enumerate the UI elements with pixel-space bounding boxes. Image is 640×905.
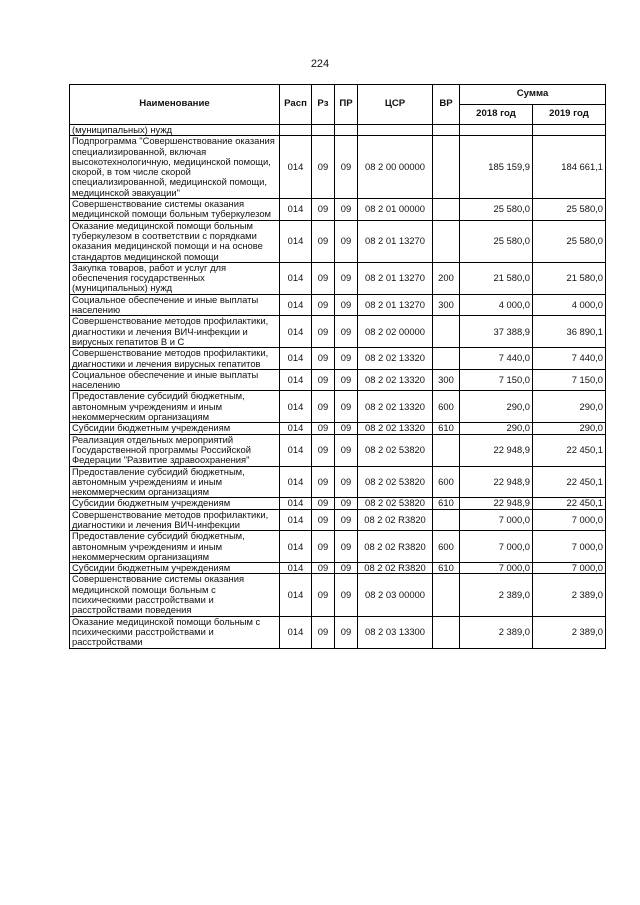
cell-rz: 09 xyxy=(312,563,335,574)
table-row xyxy=(70,136,606,199)
cell-rasp: 014 xyxy=(280,574,312,616)
header-csr: ЦСР xyxy=(358,85,433,125)
cell-pr: 09 xyxy=(335,563,358,574)
cell-v2018 xyxy=(460,125,533,136)
header-rasp: Расп xyxy=(280,85,312,125)
cell-vr: 300 xyxy=(433,369,460,391)
page-number: 224 xyxy=(310,58,330,70)
cell-pr: 09 xyxy=(335,199,358,221)
cell-v2018: 7 000,0 xyxy=(460,531,533,563)
cell-name: Субсидии бюджетным учреждениям xyxy=(70,423,280,434)
cell-name: Социальное обеспечение и иные выплаты населению xyxy=(70,294,280,316)
cell-pr: 09 xyxy=(335,498,358,509)
cell-rasp: 014 xyxy=(280,423,312,434)
header-vr: ВР xyxy=(433,85,460,125)
cell-name: Предоставление субсидий бюджетным, автономным учреждениям и иным некоммерческим организациям xyxy=(70,531,280,563)
cell-csr: 08 2 03 00000 xyxy=(358,574,433,616)
cell-pr: 09 xyxy=(335,262,358,294)
table-row xyxy=(70,434,606,466)
cell-v2019: 25 580,0 xyxy=(533,199,606,221)
cell-v2018: 37 388,9 xyxy=(460,316,533,348)
budget-table xyxy=(69,84,606,649)
cell-name: Совершенствование методов профилактики, диагностики и лечения вирусных гепатитов xyxy=(70,348,280,370)
table-row xyxy=(70,348,606,370)
cell-rz: 09 xyxy=(312,616,335,648)
table-row xyxy=(70,316,606,348)
cell-rasp: 014 xyxy=(280,616,312,648)
cell-rz: 09 xyxy=(312,369,335,391)
cell-v2019: 7 150,0 xyxy=(533,369,606,391)
cell-vr: 610 xyxy=(433,563,460,574)
cell-csr: 08 2 01 13270 xyxy=(358,262,433,294)
cell-rasp: 014 xyxy=(280,348,312,370)
cell-pr: 09 xyxy=(335,294,358,316)
cell-name: Субсидии бюджетным учреждениям xyxy=(70,498,280,509)
table-row xyxy=(70,574,606,616)
table-row xyxy=(70,509,606,531)
cell-name: Субсидии бюджетным учреждениям xyxy=(70,563,280,574)
table-row xyxy=(70,616,606,648)
table-row xyxy=(70,391,606,423)
cell-pr: 09 xyxy=(335,616,358,648)
cell-v2019: 184 661,1 xyxy=(533,136,606,199)
cell-vr: 200 xyxy=(433,262,460,294)
cell-rasp: 014 xyxy=(280,434,312,466)
cell-pr: 09 xyxy=(335,434,358,466)
cell-vr: 610 xyxy=(433,423,460,434)
cell-rz: 09 xyxy=(312,466,335,498)
cell-vr: 300 xyxy=(433,294,460,316)
cell-v2019: 7 440,0 xyxy=(533,348,606,370)
cell-csr: 08 2 01 00000 xyxy=(358,199,433,221)
cell-rz: 09 xyxy=(312,574,335,616)
cell-rz xyxy=(312,125,335,136)
cell-vr xyxy=(433,125,460,136)
cell-csr: 08 2 02 R3820 xyxy=(358,563,433,574)
cell-vr: 600 xyxy=(433,531,460,563)
cell-name: Оказание медицинской помощи больным туберкулезом в соответствии с порядками оказания медицинской помощи и на основе стандартов медицинской помощи xyxy=(70,220,280,262)
cell-csr: 08 2 01 13270 xyxy=(358,220,433,262)
header-name: Наименование xyxy=(70,85,280,125)
cell-v2019: 290,0 xyxy=(533,391,606,423)
table-row xyxy=(70,199,606,221)
cell-v2019: 7 000,0 xyxy=(533,509,606,531)
cell-csr: 08 2 02 13320 xyxy=(358,423,433,434)
cell-pr: 09 xyxy=(335,136,358,199)
cell-csr: 08 2 02 00000 xyxy=(358,316,433,348)
cell-csr xyxy=(358,125,433,136)
cell-csr: 08 2 02 53820 xyxy=(358,498,433,509)
cell-v2019: 2 389,0 xyxy=(533,574,606,616)
cell-rasp: 014 xyxy=(280,369,312,391)
cell-vr: 600 xyxy=(433,466,460,498)
cell-rasp: 014 xyxy=(280,294,312,316)
cell-pr: 09 xyxy=(335,220,358,262)
table-row xyxy=(70,423,606,434)
cell-rz: 09 xyxy=(312,316,335,348)
cell-v2018: 22 948,9 xyxy=(460,466,533,498)
cell-rz: 09 xyxy=(312,434,335,466)
cell-v2018: 2 389,0 xyxy=(460,574,533,616)
cell-rz: 09 xyxy=(312,348,335,370)
cell-v2018: 7 150,0 xyxy=(460,369,533,391)
cell-pr xyxy=(335,125,358,136)
cell-v2019: 7 000,0 xyxy=(533,531,606,563)
cell-pr: 09 xyxy=(335,509,358,531)
cell-v2019: 290,0 xyxy=(533,423,606,434)
cell-rasp: 014 xyxy=(280,563,312,574)
cell-vr: 600 xyxy=(433,391,460,423)
cell-rz: 09 xyxy=(312,391,335,423)
cell-v2018: 2 389,0 xyxy=(460,616,533,648)
cell-pr: 09 xyxy=(335,423,358,434)
cell-vr xyxy=(433,348,460,370)
table-row xyxy=(70,262,606,294)
cell-v2019: 7 000,0 xyxy=(533,563,606,574)
cell-rz: 09 xyxy=(312,262,335,294)
cell-csr: 08 2 00 00000 xyxy=(358,136,433,199)
cell-pr: 09 xyxy=(335,466,358,498)
table-row xyxy=(70,498,606,509)
cell-v2019: 22 450,1 xyxy=(533,466,606,498)
cell-v2019: 25 580,0 xyxy=(533,220,606,262)
cell-rz: 09 xyxy=(312,199,335,221)
cell-vr xyxy=(433,434,460,466)
cell-name: (муниципальных) нужд xyxy=(70,125,280,136)
cell-rasp xyxy=(280,125,312,136)
cell-v2018: 290,0 xyxy=(460,391,533,423)
cell-rasp: 014 xyxy=(280,466,312,498)
cell-rasp: 014 xyxy=(280,262,312,294)
header-pr: ПР xyxy=(335,85,358,125)
cell-v2018: 185 159,9 xyxy=(460,136,533,199)
cell-name: Совершенствование системы оказания медицинской помощи больным туберкулезом xyxy=(70,199,280,221)
cell-v2018: 25 580,0 xyxy=(460,220,533,262)
cell-rz: 09 xyxy=(312,136,335,199)
cell-rz: 09 xyxy=(312,220,335,262)
cell-v2018: 25 580,0 xyxy=(460,199,533,221)
cell-rz: 09 xyxy=(312,294,335,316)
cell-csr: 08 2 01 13270 xyxy=(358,294,433,316)
cell-rasp: 014 xyxy=(280,391,312,423)
cell-v2019: 2 389,0 xyxy=(533,616,606,648)
cell-name: Совершенствование методов профилактики, диагностики и лечения ВИЧ-инфекции xyxy=(70,509,280,531)
cell-pr: 09 xyxy=(335,531,358,563)
table-row xyxy=(70,220,606,262)
table-body xyxy=(70,125,606,649)
cell-vr xyxy=(433,316,460,348)
header-rz: Рз xyxy=(312,85,335,125)
cell-rz: 09 xyxy=(312,531,335,563)
cell-vr xyxy=(433,509,460,531)
cell-csr: 08 2 02 R3820 xyxy=(358,531,433,563)
cell-rasp: 014 xyxy=(280,199,312,221)
cell-v2019: 22 450,1 xyxy=(533,498,606,509)
cell-rasp: 014 xyxy=(280,316,312,348)
table-row xyxy=(70,369,606,391)
cell-name: Предоставление субсидий бюджетным, автономным учреждениям и иным некоммерческим организациям xyxy=(70,391,280,423)
cell-name: Предоставление субсидий бюджетным, автономным учреждениям и иным некоммерческим организациям xyxy=(70,466,280,498)
header-2019: 2019 год xyxy=(533,105,606,125)
table-row xyxy=(70,531,606,563)
cell-v2019: 21 580,0 xyxy=(533,262,606,294)
cell-vr xyxy=(433,574,460,616)
cell-vr xyxy=(433,220,460,262)
cell-v2018: 7 000,0 xyxy=(460,563,533,574)
cell-v2018: 22 948,9 xyxy=(460,498,533,509)
cell-v2018: 7 000,0 xyxy=(460,509,533,531)
cell-v2019: 36 890,1 xyxy=(533,316,606,348)
header-2018: 2018 год xyxy=(460,105,533,125)
table-row xyxy=(70,294,606,316)
cell-csr: 08 2 02 53820 xyxy=(358,466,433,498)
cell-v2018: 21 580,0 xyxy=(460,262,533,294)
cell-pr: 09 xyxy=(335,316,358,348)
cell-v2018: 290,0 xyxy=(460,423,533,434)
cell-name: Подпрограмма "Совершенствование оказания специализированной, включая высокотехнологичную, медицинской помощи, скорой, в том числе скорой специализированной, медицинской помощи, медицинской эвакуации" xyxy=(70,136,280,199)
cell-rasp: 014 xyxy=(280,136,312,199)
table-row xyxy=(70,466,606,498)
cell-csr: 08 2 02 R3820 xyxy=(358,509,433,531)
cell-name: Социальное обеспечение и иные выплаты населению xyxy=(70,369,280,391)
cell-vr xyxy=(433,616,460,648)
cell-csr: 08 2 02 13320 xyxy=(358,391,433,423)
cell-rasp: 014 xyxy=(280,509,312,531)
cell-pr: 09 xyxy=(335,574,358,616)
cell-v2019 xyxy=(533,125,606,136)
cell-v2018: 4 000,0 xyxy=(460,294,533,316)
cell-pr: 09 xyxy=(335,391,358,423)
cell-csr: 08 2 02 53820 xyxy=(358,434,433,466)
cell-rasp: 014 xyxy=(280,498,312,509)
cell-vr xyxy=(433,199,460,221)
cell-rz: 09 xyxy=(312,498,335,509)
cell-rasp: 014 xyxy=(280,220,312,262)
cell-name: Совершенствование системы оказания медицинской помощи больным с психическими расстройствами и расстройствами поведения xyxy=(70,574,280,616)
cell-name: Закупка товаров, работ и услуг для обеспечения государственных (муниципальных) нужд xyxy=(70,262,280,294)
cell-vr: 610 xyxy=(433,498,460,509)
cell-v2019: 4 000,0 xyxy=(533,294,606,316)
cell-rz: 09 xyxy=(312,509,335,531)
cell-v2018: 7 440,0 xyxy=(460,348,533,370)
cell-rz: 09 xyxy=(312,423,335,434)
cell-csr: 08 2 02 13320 xyxy=(358,369,433,391)
cell-pr: 09 xyxy=(335,369,358,391)
cell-rasp: 014 xyxy=(280,531,312,563)
table-row xyxy=(70,563,606,574)
cell-name: Реализация отдельных мероприятий Государственной программы Российской Федерации "Развитие здравоохранения" xyxy=(70,434,280,466)
header-sum: Сумма xyxy=(460,85,606,105)
cell-v2018: 22 948,9 xyxy=(460,434,533,466)
cell-csr: 08 2 02 13320 xyxy=(358,348,433,370)
cell-v2019: 22 450,1 xyxy=(533,434,606,466)
cell-name: Оказание медицинской помощи больным с психическими расстройствами и расстройствами xyxy=(70,616,280,648)
cell-pr: 09 xyxy=(335,348,358,370)
cell-csr: 08 2 03 13300 xyxy=(358,616,433,648)
table-row xyxy=(70,125,606,136)
cell-name: Совершенствование методов профилактики, диагностики и лечения ВИЧ-инфекции и вирусных гепатитов В и С xyxy=(70,316,280,348)
cell-vr xyxy=(433,136,460,199)
